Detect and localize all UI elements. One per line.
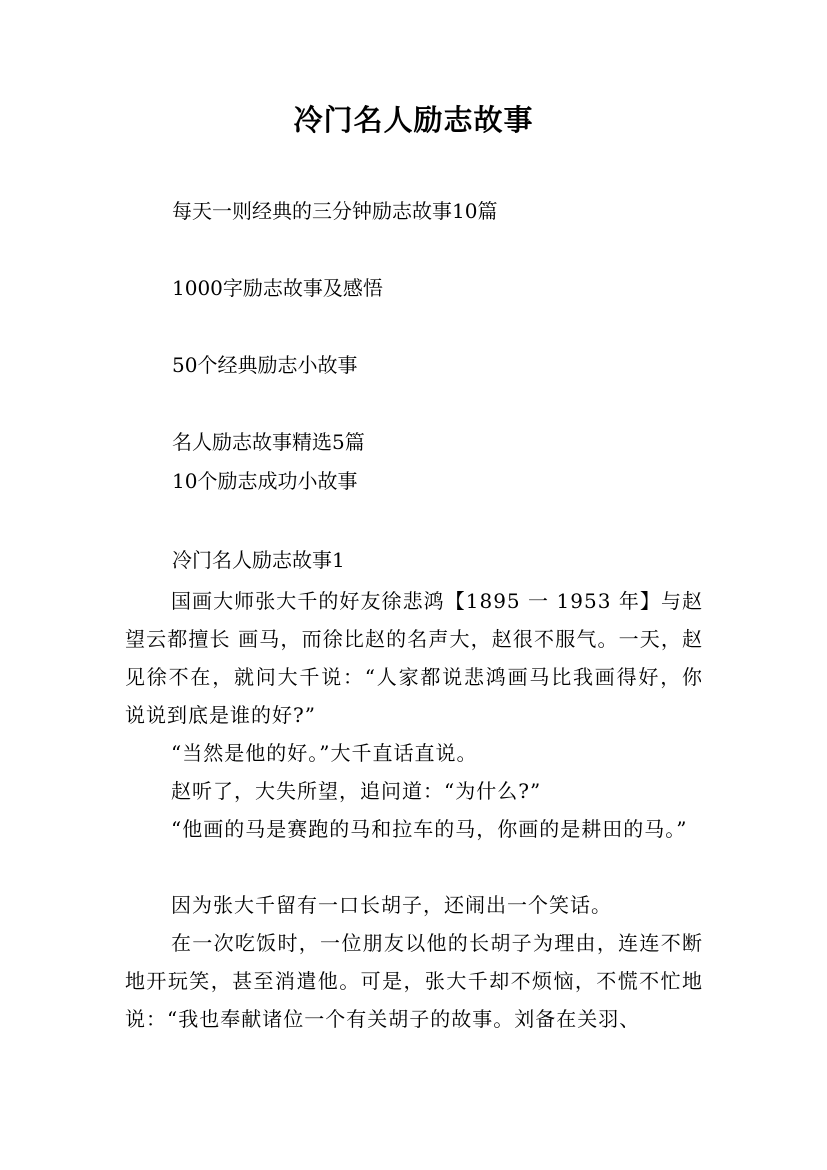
toc-item: 名人励志故事精选5篇: [172, 430, 365, 454]
document-title: 冷门名人励志故事: [293, 103, 534, 137]
section-heading: 冷门名人励志故事1: [172, 548, 345, 572]
body-paragraph: 国画大师张大千的好友徐悲鸿【1895 一 1953 年】与赵望云都擅长 画马，而徐比赵的名声大，赵很不服气。一天，赵见徐不在，就问大千说：“人家都说悲鸿画马比我画得好，你说说到底是谁的好?”: [125, 589, 703, 727]
body-paragraph: “当然是他的好。”大千直话直说。: [171, 741, 478, 765]
body-paragraph: “他画的马是赛跑的马和拉车的马，你画的是耕田的马。”: [171, 817, 688, 841]
toc-item: 10个励志成功小故事: [172, 469, 358, 493]
toc-item: 1000字励志故事及感悟: [172, 276, 383, 300]
body-paragraph: 在一次吃饭时，一位朋友以他的长胡子为理由，连连不断地开玩笑，甚至消遣他。可是，张大千却不烦恼，不慌不忙地说：“我也奉献诸位一个有关胡子的故事。刘备在关羽、: [125, 931, 703, 1031]
body-paragraph: 赵听了，大失所望，追问道：“为什么?”: [171, 779, 542, 803]
toc-item: 每天一则经典的三分钟励志故事10篇: [172, 199, 498, 223]
body-paragraph: 因为张大千留有一口长胡子，还闹出一个笑话。: [171, 893, 612, 917]
toc-item: 50个经典励志小故事: [172, 353, 358, 377]
